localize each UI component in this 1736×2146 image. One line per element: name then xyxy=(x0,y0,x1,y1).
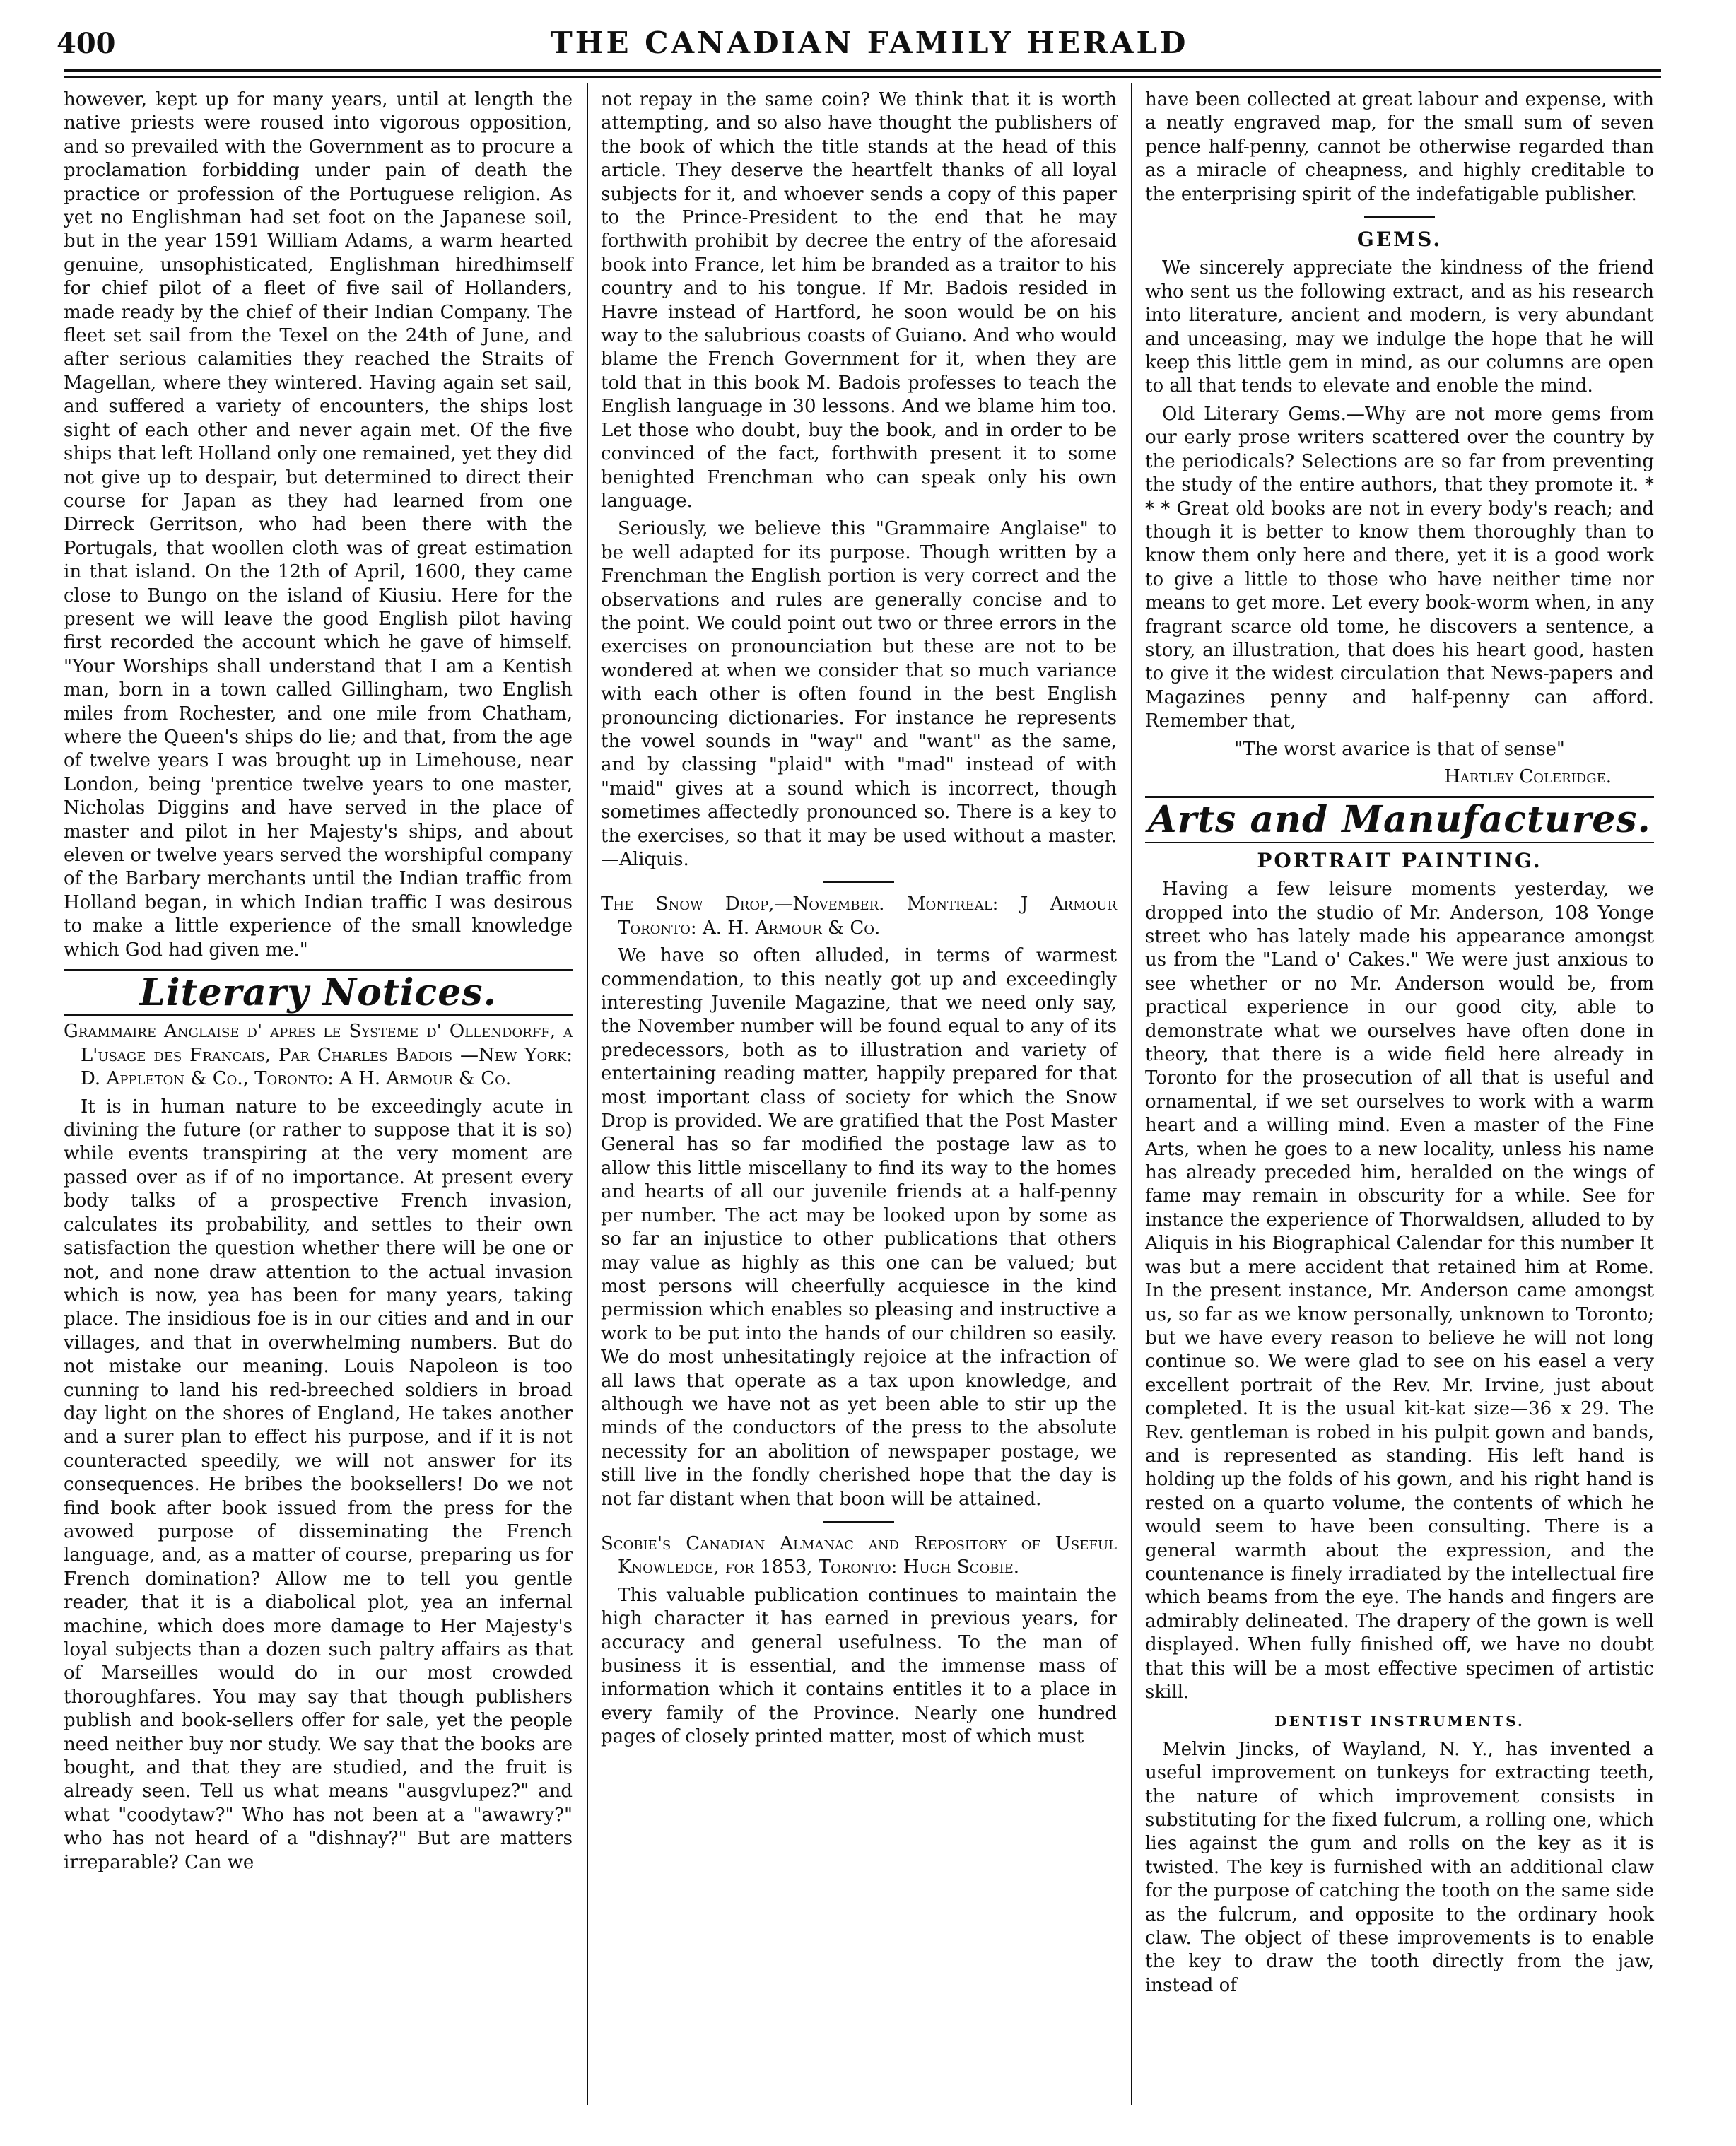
section-title-literary-notices: Literary Notices. xyxy=(139,971,497,1015)
paragraph: We sincerely appreciate the kindness of the friend who sent us the following extract, and as his research into literature, ancient and modern, is very abundant and unceasing, may we indulge the hope that he will keep this little gem in mind, as our columns are open to all that tends to elevate and enoble the mind. xyxy=(1145,257,1654,397)
paragraph: however, kept up for many years, until at length the native priests were roused into vigorous opposition, and so prevailed with the Government as to procure a proclamation forbidding under pain of death the practice or profession of the Portuguese religion. As yet no Englishman had set foot on the Japanese soil, but in the year 1591 William Adams, a warm hearted genuine, unsophisticated, Englishman hiredhimself for chief pilot of a fleet of five sail of Hollanders, made ready by the chief of their Indian Company. The fleet set sail from the Texel on the 24th of June, and after serious calamities they reached the Straits of Magellan, where they wintered. Having again set sail, and suffered a variety of encounters, the ships lost sight of each other and never again met. Of the five ships that left Holland only one remained, yet they did not give up to despair, but determined to direct their course for Japan as they had learned from one Dirreck Gerritson, who had been there with the Portugals, that woollen cloth was of great estimation in that island. On the 12th of April, 1600, they came close to Bungo on the island of Kiusiu. Here for the present we will leave the good English pilot having first recorded the account which he gave of himself. "Your Worships shall understand that I am a Kentish man, born in a town called Gillingham, two English miles from Rochester, and one mile from Chatham, where the Queen's ships do lie; and that, from the age of twelve years I was brought up in Limehouse, near London, being 'prentice twelve years to one master, Nicholas Diggins and have served in the place of master and pilot in her Majesty's ships, and about eleven or twelve years served the worshipful company of the Barbary merchants until the Indian traffic from Holland began, in which Indian traffic I was desirous to make a little experience of the small knowledge which God had given me." xyxy=(64,89,573,961)
quote: "The worst avarice is that of sense" xyxy=(1234,738,1565,760)
header-rule-top xyxy=(64,69,1661,72)
column-1 xyxy=(64,88,573,1879)
section-divider xyxy=(64,1014,573,1016)
page-number: 400 xyxy=(57,27,116,60)
column-2 xyxy=(601,88,1117,1754)
paragraph: not repay in the same coin? We think that it is worth attempting, and so also have thought the publishers of the book of which the title stands at the head of this article. They deserve the heartfelt thanks of all loyal subjects for it, and whoever sends a copy of this paper to the Prince-President to the end that he may forthwith prohibit by decree the entry of the aforesaid book into France, let him be branded as a traitor to his country and to his tongue. If Mr. Badois resided in Havre instead of Hartford, he soon would be on his way to the salubrious coasts of Guiano. And who would blame the French Government for it, when they are told that in this book M. Badois professes to teach the English language in 30 lessons. And we blame him too. Let those who doubt, buy the book, and in order to be convinced of the fact, forthwith present it to some benighted Frenchman who can speak only his own language. xyxy=(601,89,1117,512)
notice-title: Grammaire Anglaise d' apres le Systeme d' Ollendorff, a L'usage des Francais, Par Charles Badois —New York: D. Appleton & Co., Toronto: A H. Armour & Co. xyxy=(64,1021,573,1090)
paragraph: We have so often alluded, in terms of warmest commendation, to this neatly got up and exceedingly interesting Juvenile Magazine, that we need only say, the November number will be found equal to any of its predecessors, both as to illustration and variety of entertaining reading matter, happily prepared for that most important class of society for which the Snow Drop is provided. We are gratified that the Post Master General has so far modified the postage law as to allow this little miscellany to find its way to the homes and hearts of all our juvenile friends at a half-penny per number. The act may be looked upon by some as so far an injustice to other publications that others may value as highly as this one can be valued; but most persons will cheerfully acquiesce in the kind permission which enables so pleasing and instructive a work to be put into the hands of our children so easily. We do most unhesitatingly rejoice at the infraction of all laws that operate as a tax upon knowledge, and although we have not as yet been able to stir up the minds of the conductors of the press to the absolute necessity for an abolition of newspaper postage, we still live in the fondly cherished hope that the day is not far distant when that boon will be attained. xyxy=(601,945,1117,1510)
paragraph: Seriously, we believe this "Grammaire Anglaise" to be well adapted for its purpose. Though written by a Frenchman the English portion is very correct and the observations and rules are generally concise and to the point. We could point out two or three errors in the exercises on pronounciation but these are not to be wondered at when we consider that so much variance with each other is often found in the best English pronouncing dictionaries. For instance he represents the vowel sounds in "way" and "want" as the same, and by classing "plaid" with "mad" instead of with "maid" gives at a sound which is incorrect, though sometimes affectedly pronounced so. There is a key to the exercises, so that it may be used without a master.—Aliquis. xyxy=(601,518,1117,870)
paragraph: have been collected at great labour and expense, with a neatly engraved map, for the small sum of seven pence half-penny, cannot be otherwise regarded than as a miracle of cheapness, and highly creditable to the enterprising spirit of the indefatigable publisher. xyxy=(1145,89,1654,205)
column-3 xyxy=(1145,88,1654,2002)
paragraph: It is in human nature to be exceedingly acute in divining the future (or rather to suppose that it is so) while events transpiring at the very moment are passed over as if of no importance. At present every body talks of a prospective French invasion, calculates its probability, and settles to their own satisfaction the question whether there will be one or not, and none draw attention to the actual invasion which is now, yea has been for many years, taking place. The insidious foe is in our cities and and in our villages, and that in overwhelming numbers. But do not mistake our meaning. Louis Napoleon is too cunning to land his red-breeched soldiers in broad day light on the shores of England, He takes another and a surer plan to effect his purpose, and if it is not counteracted speedily, we will not answer for its consequences. He bribes the booksellers! Do we not find book after book issued from the press for the avowed purpose of disseminating the French language, and, as a matter of course, preparing us for French domination? Allow me to tell you gentle reader, that it is a diabolical plot, yea an infernal machine, which does more damage to Her Majesty's loyal subjects than a dozen such paltry affairs as that of Marseilles would do in our most crowded thoroughfares. You may say that though publishers publish and book-sellers offer for sale, yet the people need neither buy nor study. We say that the books are bought, and that they are studied, and the fruit is already seen. Tell us what means "ausgvlupez?" and what "coodytaw?" Who has not been at a "awawry?" who has not heard of a "dishnay?" But are matters irreparable? Can we xyxy=(64,1096,573,1873)
page-header xyxy=(57,21,1682,71)
notice-title: The Snow Drop,—November. Montreal: J Armour Toronto: A. H. Armour & Co. xyxy=(601,893,1117,939)
short-rule xyxy=(823,1521,894,1523)
signature: Hartley Coleridge. xyxy=(1444,766,1612,787)
column-divider-2 xyxy=(1131,83,1132,2105)
paragraph: Melvin Jincks, of Wayland, N. Y., has invented a useful improvement on tunkeys for extracting teeth, the nature of which improvement consists in substituting for the fixed fulcrum, a rolling one, which lies against the gum and rolls on the key as it is twisted. The key is furnished with an additional claw for the purpose of catching the tooth on the same side as the fulcrum, and opposite to the ordinary hook claw. The object of these improvements is to enable the key to draw the tooth directly from the jaw, instead of xyxy=(1145,1738,1654,1996)
paragraph: This valuable publication continues to maintain the high character it has earned in previous years, for accuracy and general usefulness. To the man of business it is essential, and the immense mass of information which it contains entitles it to a place in every family of the Province. Nearly one hundred pages of closely printed matter, most of which must xyxy=(601,1584,1117,1748)
short-rule xyxy=(1364,216,1435,218)
section-divider xyxy=(1145,842,1654,843)
dentist-title: DENTIST INSTRUMENTS. xyxy=(1274,1713,1525,1730)
column-divider-1 xyxy=(587,83,588,2105)
paragraph: Having a few leisure moments yesterday, we dropped into the studio of Mr. Anderson, 108 Yonge street who has lately made his appearance amongst us from the "Land o' Cakes." We were just anxious to see whether or no Mr. Anderson would be, from practical experience in our good city, able to demonstrate what we ourselves have often done in theory, that there is a wide field here already in Toronto for the prosecution of all that is useful and ornamental, if we set ourselves to work with a warm heart and a willing mind. Even a master of the Fine Arts, when he goes to a new locality, unless his name has already preceded him, heralded on the wings of fame may remain in obscurity for a while. See for instance the experience of Thorwaldsen, alluded to by Aliquis in his Biographical Calendar for this number It was but a mere accident that retained him at Rome. In the present instance, Mr. Anderson came amongst us, so far as we know personally, unknown to Toronto; but we have every reason to believe he will not long continue so. We were glad to see on his easel a very excellent portrait of the Rev. Mr. Irvine, just about completed. It is the usual kit-kat size—36 x 29. The Rev. gentleman is robed in his pulpit gown and bands, and is represented as standing. His left hand is holding up the folds of his gown, and his right hand is rested on a quarto volume, the contents of which he would seem to have been consulting. There is a general warmth about the expression, and the countenance is finely irradiated by the intellectual fire which beams from the eye. The hands and fingers are admirably delineated. The drapery of the gown is well displayed. When fully finished off, we have no doubt that this will be a most effective specimen of artistic skill. xyxy=(1145,879,1654,1703)
paragraph: Old Literary Gems.—Why are not more gems from our early prose writers scattered over the country by the periodicals? Selections are so far from preventing the study of the entire authors, that they promote it. * * * Great old books are not in every body's reach; and though it is better to know them thoroughly than to know them only here and there, yet it is a good work to give a little to those who have neither time nor means to get more. Let every book-worm when, in any fragrant scarce old tome, he discovers a sentence, a story, an illustration, that does his heart good, hasten to give it the widest circulation that News-papers and Magazines penny and half-penny can afford. Remember that, xyxy=(1145,403,1654,732)
gems-title: GEMS. xyxy=(1356,228,1443,252)
header-rule-bottom xyxy=(64,76,1661,78)
section-title-arts-manufactures: Arts and Manufactures. xyxy=(1148,798,1651,842)
portrait-title: PORTRAIT PAINTING. xyxy=(1257,848,1542,872)
short-rule xyxy=(823,881,894,883)
notice-title: Scobie's Canadian Almanac and Repository of Useful Knowledge, for 1853, Toronto: Hugh Scobie. xyxy=(601,1532,1117,1578)
newspaper-title: THE CANADIAN FAMILY HERALD xyxy=(550,25,1189,60)
